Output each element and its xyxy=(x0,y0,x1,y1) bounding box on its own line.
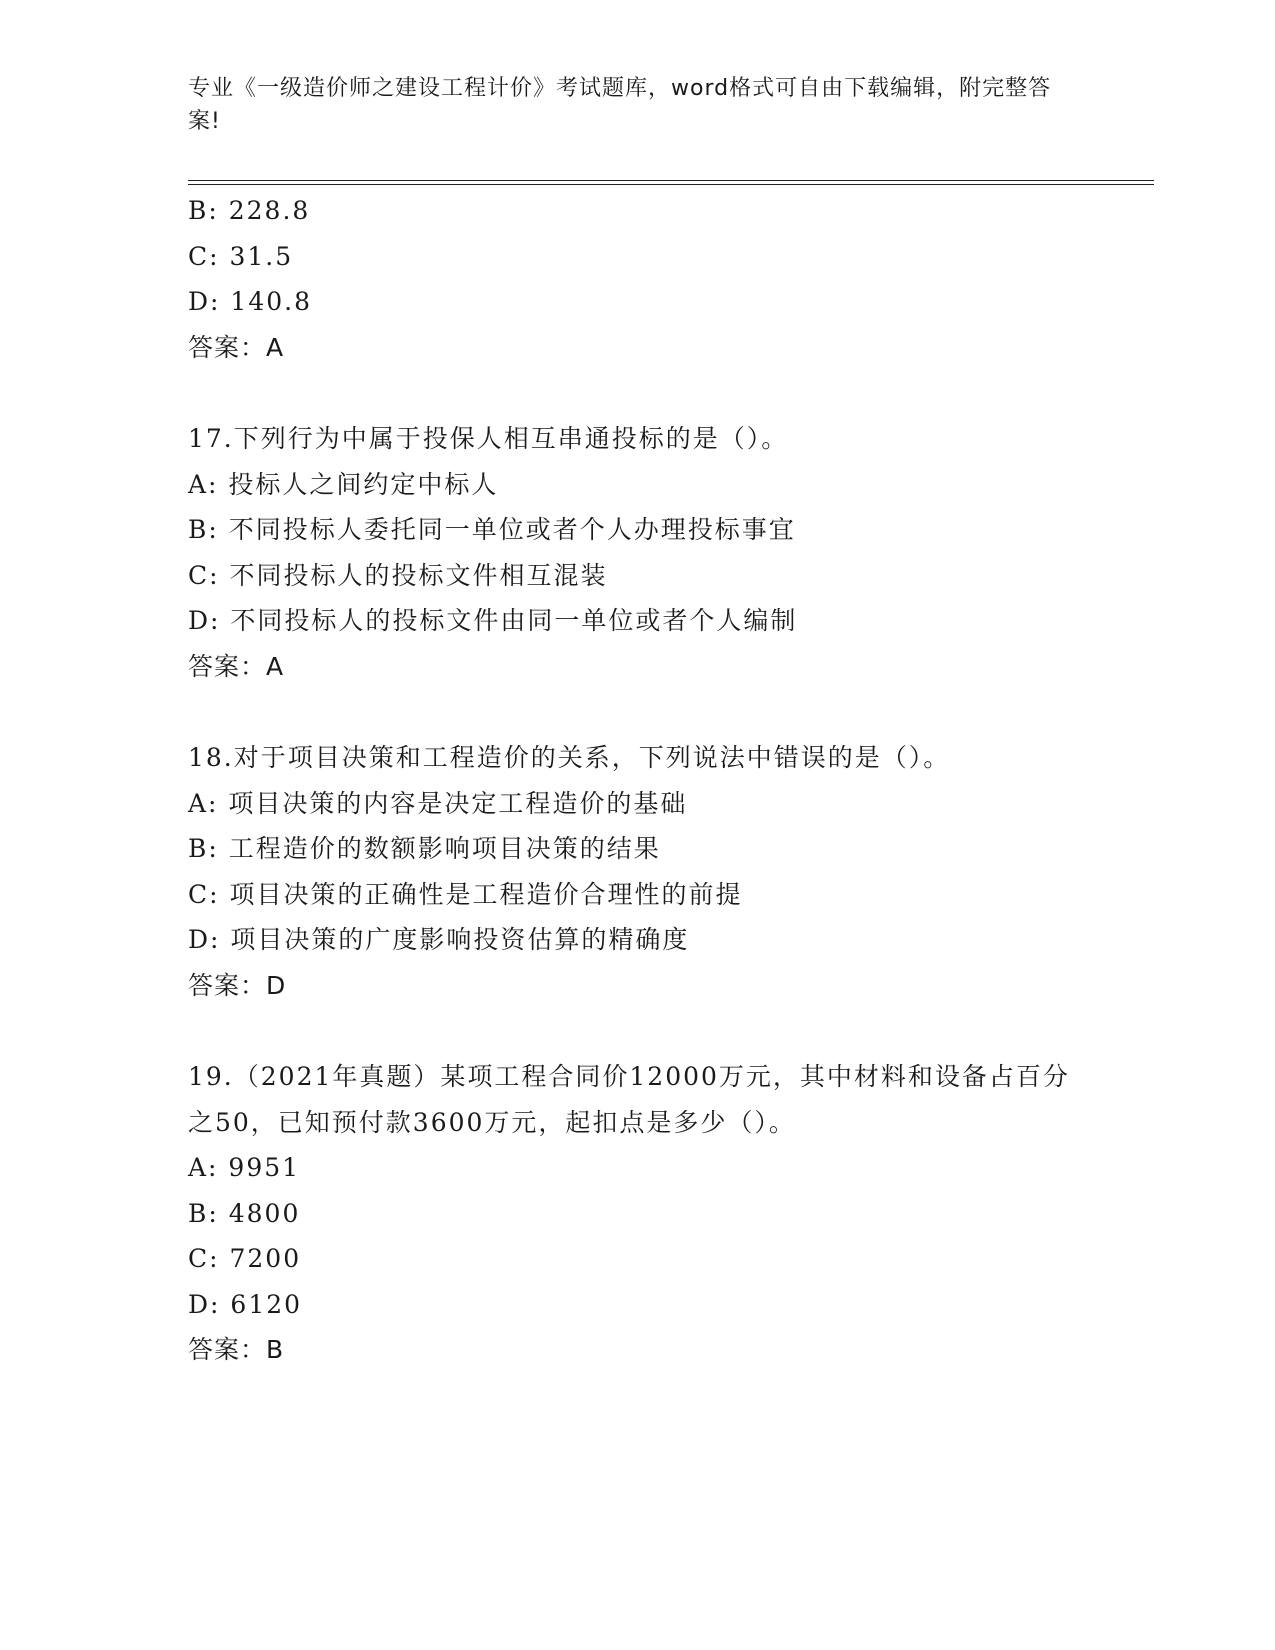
answer-line: 答案：D xyxy=(188,970,287,1000)
question-list xyxy=(188,188,1148,1373)
option-b: B: 228.8 xyxy=(188,196,311,225)
option-d: D: 不同投标人的投标文件由同一单位或者个人编制 xyxy=(188,606,798,635)
answer-line: 答案：A xyxy=(188,651,285,681)
answer-line: 答案：A xyxy=(188,332,285,362)
option-b: B: 不同投标人委托同一单位或者个人办理投标事宜 xyxy=(188,515,796,544)
option-d: D: 140.8 xyxy=(188,287,312,316)
header-divider xyxy=(188,180,1154,185)
option-c: C: 7200 xyxy=(188,1244,302,1273)
question-19 xyxy=(188,1054,1148,1373)
prev-question-block xyxy=(188,188,1148,370)
option-c: C: 31.5 xyxy=(188,241,294,271)
page-header: 专业《一级造价师之建设工程计价》考试题库，word格式可自由下载编辑，附完整答案! xyxy=(188,76,1052,134)
option-c: C: 不同投标人的投标文件相互混装 xyxy=(188,560,608,590)
option-c: C: 项目决策的正确性是工程造价合理性的前提 xyxy=(188,879,743,909)
spacer xyxy=(188,370,1148,416)
option-a: A: 项目决策的内容是决定工程造价的基础 xyxy=(188,788,688,818)
option-b: B: 4800 xyxy=(188,1198,301,1228)
option-a: A: 9951 xyxy=(188,1153,301,1182)
question-18 xyxy=(188,735,1148,1008)
option-d: D: 项目决策的广度影响投资估算的精确度 xyxy=(188,925,690,954)
question-stem: 17.下列行为中属于投保人相互串通投标的是（）。 xyxy=(188,424,789,453)
option-b: B: 工程造价的数额影响项目决策的结果 xyxy=(188,834,661,863)
question-stem: 19.（2021年真题）某项工程合同价12000万元，其中材料和设备占百分之50，已知预付款3600万元，起扣点是多少（）。 xyxy=(188,1062,1070,1137)
option-d: D: 6120 xyxy=(188,1289,303,1319)
spacer xyxy=(188,689,1148,735)
option-a: A: 投标人之间约定中标人 xyxy=(188,469,499,499)
question-stem: 18.对于项目决策和工程造价的关系，下列说法中错误的是（）。 xyxy=(188,743,951,772)
question-17 xyxy=(188,416,1148,689)
answer-line: 答案：B xyxy=(188,1335,285,1364)
spacer xyxy=(188,1008,1148,1054)
